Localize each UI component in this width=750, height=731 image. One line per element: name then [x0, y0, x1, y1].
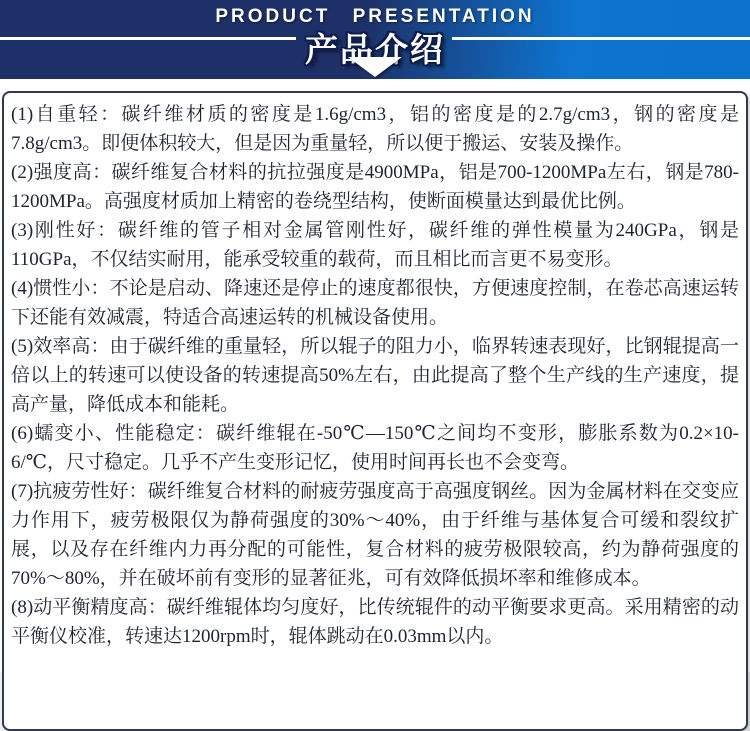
- feature-paragraph-8: (8)动平衡精度高：碳纤维辊体均匀度好，比传统辊件的动平衡要求更高。采用精密的动平衡仪校准，转速达1200rpm时，辊体跳动在0.03mm以内。: [11, 597, 739, 647]
- feature-paragraph-3: (3)刚性好：碳纤维的管子相对金属管刚性好，碳纤维的弹性模量为240GPa，钢是110GPa，不仅结实耐用，能承受较重的载荷，而且相比而言更不易变形。: [11, 220, 739, 270]
- feature-paragraph-4: (4)惯性小：不论是启动、降速还是停止的速度都很快，方便速度控制，在卷芯高速运转下还能有效减震，特适合高速运转的机械设备使用。: [11, 278, 739, 328]
- banner-subtitle-en: PRODUCT PRESENTATION: [215, 6, 535, 27]
- feature-paragraph-6: (6)蠕变小、性能稳定：碳纤维辊在-50℃—150℃之间均不变形，膨胀系数为0.2×10-6/℃，尺寸稳定。几乎不产生变形记忆，使用时间再长也不会变弯。: [11, 423, 739, 473]
- feature-paragraph-1: (1)自重轻：碳纤维材质的密度是1.6g/cm3，铝的密度是的2.7g/cm3，钢的密度是7.8g/cm3。即便体积较大，但是因为重量轻，所以便于搬运、安装及操作。: [11, 104, 739, 154]
- header-banner: [0, 0, 750, 79]
- banner-title-zh: 产品介绍: [305, 31, 445, 68]
- feature-paragraph-2: (2)强度高：碳纤维复合材料的抗拉强度是4900MPa，铝是700-1200MPa左右，钢是780-1200MPa。高强度材质加上精密的卷绕型结构，使断面模量达到最优比例。: [11, 162, 739, 212]
- feature-paragraph-5: (5)效率高：由于碳纤维的重量轻，所以辊子的阻力小，临界转速表现好，比钢辊提高一倍以上的转速可以使设备的转速提高50%左右，由此提高了整个生产线的生产速度，提高产量，降低成本和能耗。: [11, 336, 739, 415]
- content-area: [0, 79, 750, 672]
- feature-paragraph-7: (7)抗疲劳性好：碳纤维复合材料的耐疲劳强度高于高强度钢丝。因为金属材料在交变应力作用下，疲劳极限仅为静荷强度的30%～40%，由于纤维与基体复合可缓和裂纹扩展，以及存在纤维内力再分配的可能性，复合材料的疲劳极限较高，约为静荷强度的70%～80%，并在破坏前有变形的显著征兆，可有效降低损坏率和维修成本。: [11, 481, 739, 589]
- product-feature-box: [2, 91, 748, 731]
- down-triangle-icon: [348, 57, 402, 77]
